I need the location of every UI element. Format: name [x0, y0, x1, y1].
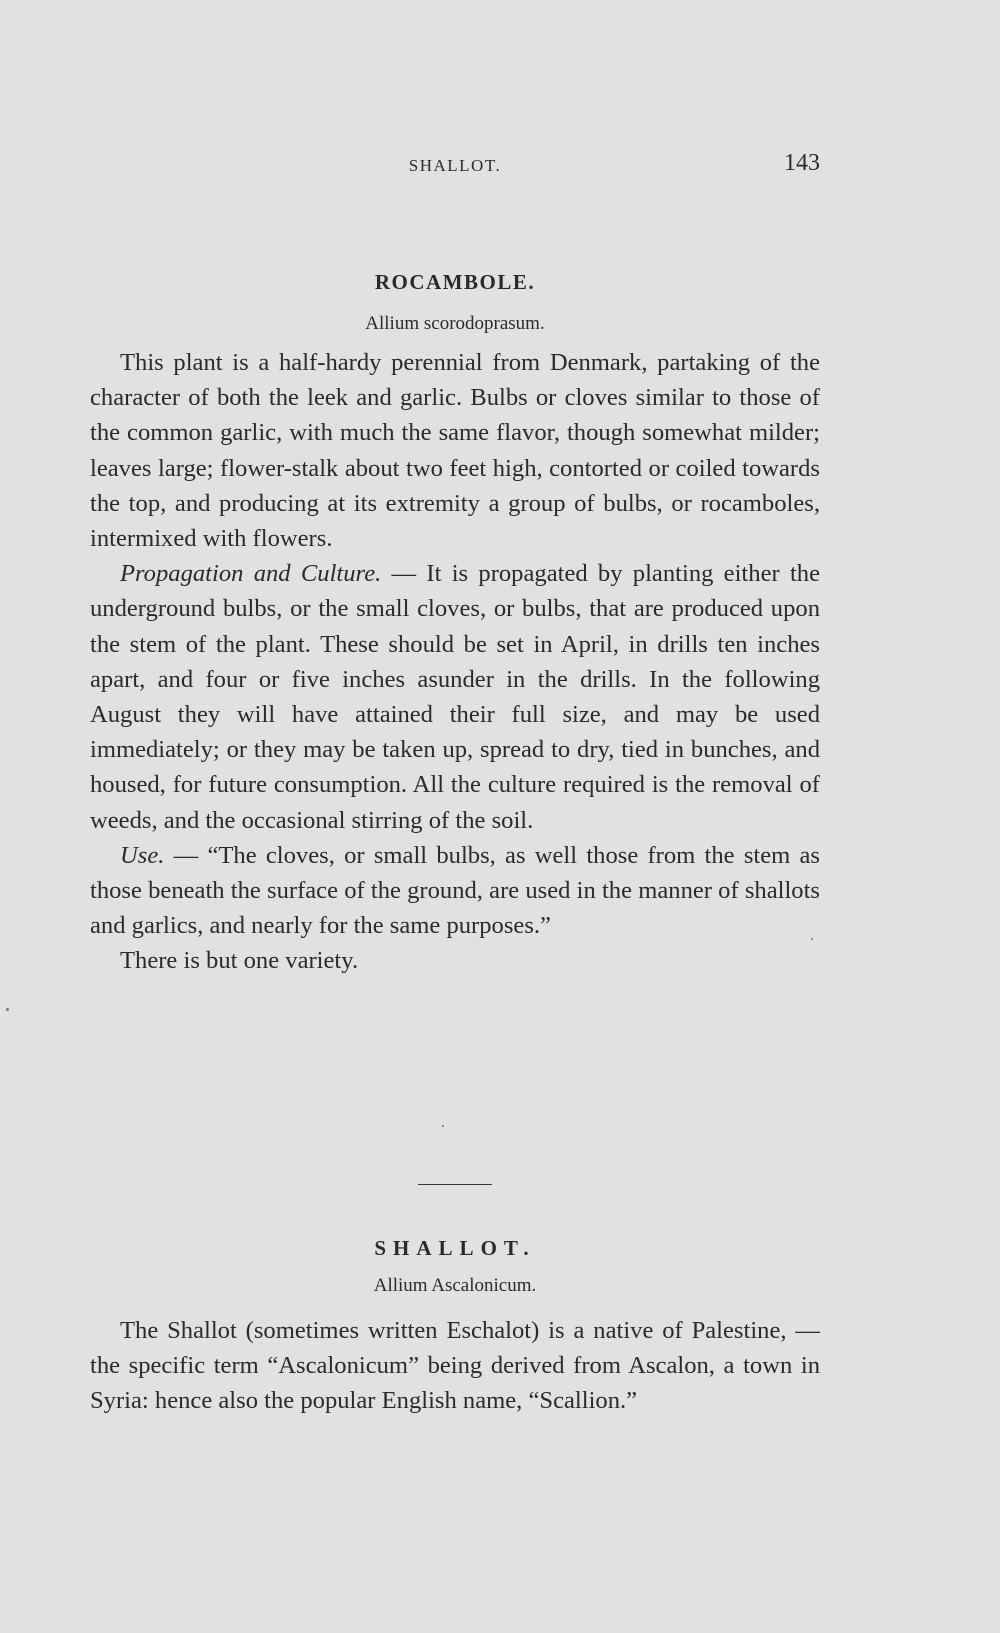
rocambole-description: This plant is a half-hardy perennial from Denmark, partaking of the character of both the leek and garlic. Bulbs or cloves similar to those of the common garlic, with much the same flavor, though somewhat milder; leaves large; flower-stalk about two feet high, contorted or coiled towards the top, and producing at its extremity a group of bulbs, or rocamboles, intermixed with flowers. [90, 349, 820, 553]
rocambole-latin-name: Allium scorodoprasum. [365, 313, 545, 334]
rocambole-propagation [90, 556, 820, 838]
page-number: 143 [784, 150, 820, 176]
running-head [90, 152, 820, 182]
rocambole-varieties: There is but one variety. [120, 947, 359, 975]
shallot-section [90, 1234, 820, 1298]
paper-speck [442, 1125, 444, 1127]
propagation-label: Propagation and Culture. [120, 560, 382, 588]
shallot-description: The Shallot (sometimes written Eschalot) is a native of Palestine, — the specific term “Ascalonicum” being derived from Ascalon, a town in Syria: hence also the popular English name, “Scallion.” [90, 1317, 820, 1415]
section-divider [418, 1184, 492, 1185]
running-title: SHALLOT. [408, 156, 502, 175]
use-text: — “The cloves, or small bulbs, as well those from the stem as those beneath the surface of the ground, are used in the manner of shallots and garlics, and nearly for the same purposes.” [90, 841, 821, 940]
rocambole-body [90, 345, 820, 979]
paper-speck [6, 1008, 9, 1011]
rocambole-section [90, 268, 820, 336]
rocambole-use [90, 838, 820, 944]
shallot-latin-name: Allium Ascalonicum. [373, 1275, 537, 1296]
use-label: Use. [120, 841, 165, 869]
paper-speck [811, 938, 813, 940]
rocambole-title: ROCAMBOLE. [374, 270, 536, 294]
shallot-title: SHALLOT. [374, 1236, 536, 1260]
shallot-body [90, 1313, 820, 1419]
propagation-text: — It is propagated by planting either the underground bulbs, or the small cloves, or bulbs, that are produced upon the stem of the plant. These should be set in April, in drills ten inches apart, and four or five inches asunder in the drills. In the following August they will have attained their full size, and may be used immediately; or they may be taken up, spread to dry, tied in bunches, and housed, for future consumption. All the culture required is the removal of weeds, and the occasional stirring of the soil. [90, 560, 820, 834]
